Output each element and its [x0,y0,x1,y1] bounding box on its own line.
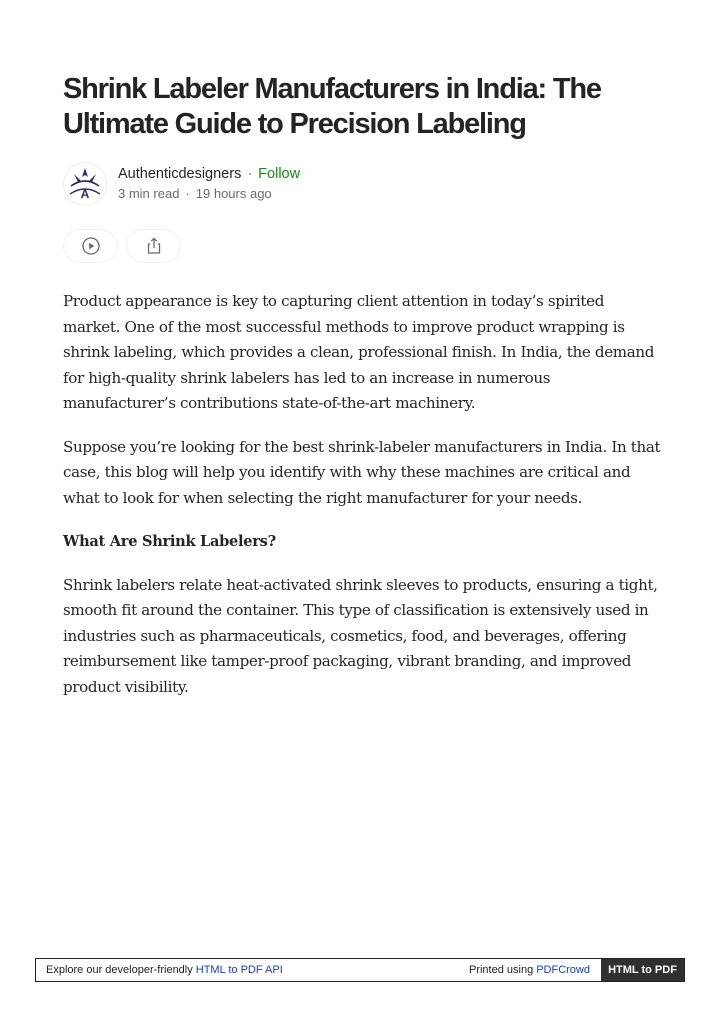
html-to-pdf-button[interactable]: HTML to PDF [601,959,684,981]
paragraph-2: Suppose you’re looking for the best shrink-labeler manufacturers in India. In that case, this blog will help you identify with why these machines are critical and what to look for when selecting the right manufacturer for your needs. [63,437,661,507]
footer-printed [469,959,601,981]
listen-button[interactable] [63,229,118,263]
share-icon [144,236,164,256]
author-logo-icon [65,164,105,204]
author-line [118,164,300,184]
author-name[interactable]: Authenticdesigners [118,166,242,182]
play-circle-icon [81,236,101,256]
article-title: Shrink Labeler Manufacturers in India: The Ultimate Guide to Precision Labeling [63,73,601,140]
pdfcrowd-link[interactable]: PDFCrowd [536,964,590,976]
avatar-letter: A [80,187,90,201]
author-bar [63,161,300,207]
published-time: 19 hours ago [195,186,272,201]
share-button[interactable] [126,229,181,263]
html-to-pdf-api-link[interactable]: HTML to PDF API [195,964,283,976]
article-meta [118,184,300,204]
paragraph-3: Shrink labelers relate heat-activated shrink sleeves to products, ensuring a tight, smooth fit around the container. This type of classification is extensively used in industries such as pharmaceuticals, cosmetics, food, and beverages, offering reimbursement like tamper-proof packaging, vibrant branding, and improved product visibility. [63,575,658,696]
article-body [63,289,663,718]
footer-printed-text: Printed using [468,964,534,976]
footer-explore-text: Explore our developer-friendly [46,964,193,976]
author-separator: · [247,166,253,182]
author-avatar[interactable] [63,162,107,206]
footer-explore [36,959,469,981]
article-actions [63,229,181,263]
meta-separator: · [185,186,190,201]
author-meta [118,164,300,204]
section-heading: What Are Shrink Labelers? [63,533,276,550]
follow-button[interactable]: Follow [258,166,301,182]
read-time: 3 min read [118,186,180,201]
pdfcrowd-footer [35,958,685,982]
paragraph-1: Product appearance is key to capturing client attention in today’s spirited market. One of the most successful methods to improve product wrapping is shrink labeling, which provides a clean, professional finish. In India, the demand for high-quality shrink labelers has led to an increase in numerous manufacturer’s contributions state-of-the-art machinery. [63,292,655,412]
